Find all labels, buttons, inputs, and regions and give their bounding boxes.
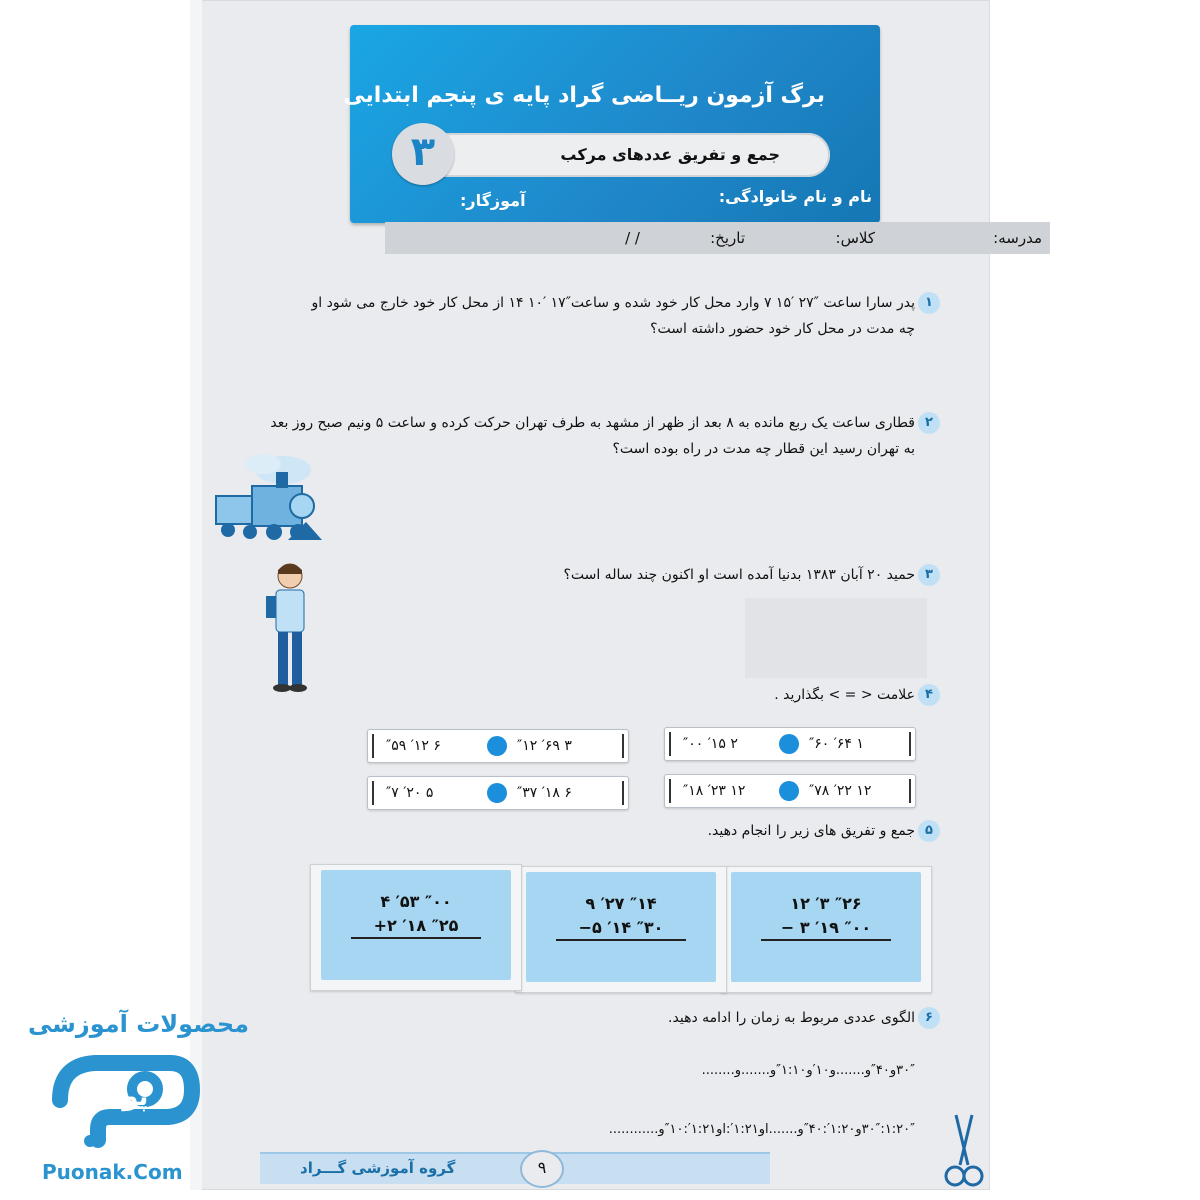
topic-bar bbox=[420, 133, 830, 177]
answer-box bbox=[745, 598, 927, 678]
comparison-box-4[interactable] bbox=[367, 776, 629, 810]
page-number: ۹ bbox=[520, 1150, 564, 1188]
comparison-box-3[interactable] bbox=[367, 729, 629, 763]
teacher-label: آموزگار: bbox=[460, 191, 526, 210]
question-2-line-2: به تهران رسید این قطار چه مدت در راه بوده است؟ bbox=[612, 441, 915, 457]
name-label: نام و نام خانوادگی: bbox=[718, 187, 872, 206]
calc-card-2 bbox=[515, 866, 727, 993]
comparison-1-blank[interactable] bbox=[779, 734, 799, 754]
question-6-number: ۶ bbox=[918, 1007, 940, 1029]
sheet-number: ۳ bbox=[410, 129, 436, 175]
info-row bbox=[385, 222, 1050, 254]
comparison-2-blank[interactable] bbox=[779, 781, 799, 801]
header-banner bbox=[343, 25, 880, 223]
pattern-line-1: ۳۰″و۴۰″و.......و۱۰′و۱:۱۰″و.......و........ bbox=[701, 1063, 915, 1078]
boy-illustration bbox=[262, 560, 320, 695]
train-illustration bbox=[208, 452, 326, 544]
page-title: برگ آزمون ریــاضی گراد پایه ی پنجم ابتدایی bbox=[343, 83, 825, 108]
logo-url[interactable]: Puonak.Com bbox=[42, 1160, 183, 1184]
question-5-text: جمع و تفریق های زیر را انجام دهید. bbox=[707, 823, 915, 839]
question-6-text: الگوی عددی مربوط به زمان را ادامه دهید. bbox=[668, 1010, 915, 1026]
comparison-4-left: ″۳۷ ′۱۸ ۶ bbox=[517, 785, 572, 801]
calc-2-line-1: ۹ ′۲۷ ″۱۴ bbox=[585, 894, 657, 913]
calc-3-line-2: +۲ ′۱۸ ″۲۵ bbox=[373, 916, 459, 935]
comparison-3-right: ″۵۹ ′۱۲ ۶ bbox=[386, 738, 441, 754]
comparison-2-right: ″۱۸ ′۲۳ ۱۲ bbox=[683, 783, 746, 799]
question-1-line-1: پدر سارا ساعت ″۲۷ ′۱۵ ۷ وارد محل کار خود شده و ساعت″۱۷ ′۱۰ ۱۴ از محل کار خود خارج می شود او bbox=[311, 295, 915, 311]
scissors-icon bbox=[938, 1110, 988, 1190]
school-label: مدرسه: bbox=[993, 229, 1042, 247]
calc-2-line-2: −۵ ′۱۴ ″۳۰ bbox=[578, 918, 664, 937]
question-1-number: ۱ bbox=[918, 292, 940, 314]
logo-word: پونک bbox=[86, 1082, 149, 1112]
sheet-number-badge bbox=[392, 123, 454, 185]
pattern-line-2: ۱:۲۰″:۳۰″و۱:۲۰′:۴۰″و.......او۱:۲۱′:او۱:۲۱′:۱۰″و............ bbox=[608, 1122, 915, 1137]
question-2-line-1: قطاری ساعت یک ربع مانده به ۸ بعد از ظهر از مشهد به طرف تهران حرکت کرده و ساعت ۵ ونیم صبح روز بعد bbox=[270, 415, 915, 431]
date-slashes: / / bbox=[625, 229, 640, 247]
footer-group-name: گروه آموزشی گـــراد bbox=[300, 1159, 456, 1177]
comparison-1-right: ″۰۰ ′۱۵ ۲ bbox=[683, 736, 738, 752]
question-1-line-2: چه مدت در محل کار خود حضور داشته است؟ bbox=[650, 321, 915, 337]
question-2-number: ۲ bbox=[918, 412, 940, 434]
logo-tagline: محصولات آموزشی bbox=[28, 1010, 250, 1038]
calc-card-3 bbox=[310, 864, 522, 991]
calc-1-line-2: − ۳ ′۱۹ ″۰۰ bbox=[780, 918, 872, 937]
topic-title: جمع و تفریق عددهای مرکب bbox=[560, 145, 780, 164]
calc-2-rule bbox=[556, 939, 686, 941]
question-3-text: حمید ۲۰ آبان ۱۳۸۳ بدنیا آمده است او اکنون چند ساله است؟ bbox=[563, 567, 915, 583]
question-4-text: علامت < = > بگذارید . bbox=[774, 687, 915, 703]
comparison-box-1[interactable] bbox=[664, 727, 916, 761]
question-4-number: ۴ bbox=[918, 684, 940, 706]
date-label: تاریخ: bbox=[710, 229, 745, 247]
class-label: کلاس: bbox=[835, 229, 875, 247]
calc-1-line-1: ۱۲ ′۳ ″۲۶ bbox=[790, 894, 862, 913]
question-3-number: ۳ bbox=[918, 564, 940, 586]
comparison-box-2[interactable] bbox=[664, 774, 916, 808]
comparison-3-left: ″۱۲ ′۶۹ ۳ bbox=[517, 738, 572, 754]
comparison-4-blank[interactable] bbox=[487, 783, 507, 803]
calc-card-1 bbox=[720, 866, 932, 993]
comparison-3-blank[interactable] bbox=[487, 736, 507, 756]
question-5-number: ۵ bbox=[918, 820, 940, 842]
comparison-1-left: ″۶۰ ′۶۴ ۱ bbox=[809, 736, 864, 752]
comparison-4-right: ″۷ ′۲۰ ۵ bbox=[386, 785, 434, 801]
footer-bar bbox=[260, 1152, 770, 1184]
calc-1-rule bbox=[761, 939, 891, 941]
calc-3-rule bbox=[351, 937, 481, 939]
calc-3-line-1: ۴ ′۵۳ ″۰۰ bbox=[380, 892, 452, 911]
comparison-2-left: ″۷۸ ′۲۲ ۱۲ bbox=[809, 783, 872, 799]
